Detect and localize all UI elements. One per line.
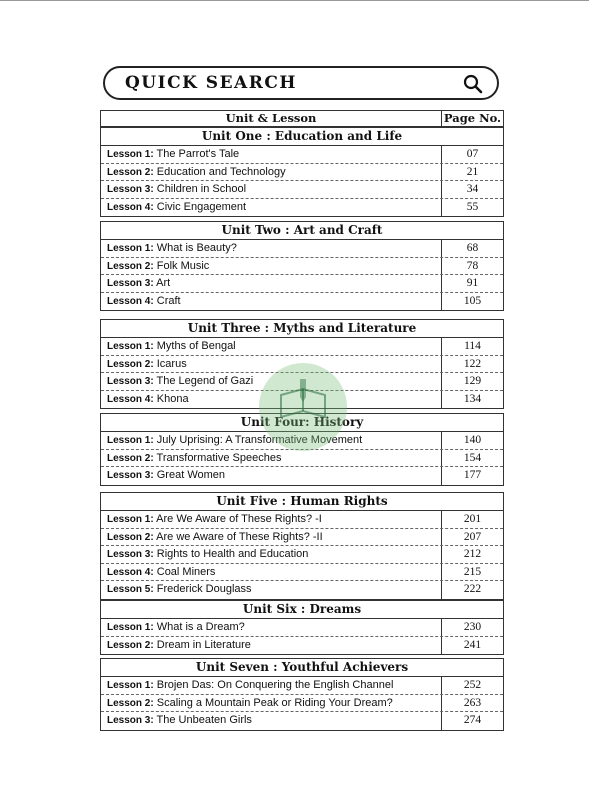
unit-title: Unit Two : Art and Craft (101, 222, 503, 240)
unit-table-six (100, 600, 504, 655)
lesson-title: Are We Aware of These Rights? -I (156, 513, 322, 525)
page-number: 263 (463, 696, 482, 709)
lesson-row[interactable] (101, 338, 503, 356)
lesson-row[interactable] (101, 240, 503, 258)
lesson-number: Lesson 1: (107, 622, 154, 633)
page-number: 134 (463, 392, 482, 405)
lesson-title: Craft (156, 294, 181, 307)
page-number: 78 (466, 259, 479, 272)
lesson-number: Lesson 4: (107, 566, 154, 578)
lesson-row[interactable] (101, 293, 503, 311)
lesson-row[interactable] (101, 181, 503, 199)
lesson-number: Lesson 1: (107, 435, 154, 446)
page-number: 215 (463, 565, 482, 578)
lesson-number: Lesson 3: (107, 470, 154, 481)
lesson-row[interactable] (101, 564, 503, 582)
top-rule (0, 0, 589, 1)
lesson-title: Great Women (156, 469, 226, 481)
unit-table-seven (100, 658, 504, 731)
lesson-number: Lesson 3: (107, 184, 154, 195)
lesson-number: Lesson 4: (107, 393, 154, 405)
page-number: 122 (463, 357, 482, 370)
lesson-number: Lesson 2: (107, 452, 154, 464)
unit-title: Unit Six : Dreams (101, 601, 503, 619)
page-number: 230 (463, 621, 482, 633)
lesson-number: Lesson 1: (107, 149, 154, 160)
lesson-title: Transformative Speeches (156, 451, 282, 464)
page-number: 274 (463, 714, 482, 726)
lesson-row[interactable] (101, 695, 503, 713)
lesson-row[interactable] (101, 450, 503, 468)
lesson-title: Icarus (156, 357, 187, 370)
lesson-number: Lesson 1: (107, 341, 154, 352)
lesson-title: Rights to Health and Education (156, 548, 309, 560)
lesson-row[interactable] (101, 529, 503, 547)
lesson-title: Coal Miners (156, 565, 216, 578)
lesson-title: Khona (156, 392, 189, 405)
page-no-heading: Page No. (443, 111, 502, 125)
unit-lesson-heading: Unit & Lesson (101, 111, 442, 126)
lesson-number: Lesson 2: (107, 358, 154, 370)
lesson-row[interactable] (101, 275, 503, 293)
unit-title: Unit Five : Human Rights (101, 493, 503, 511)
page-number: 154 (463, 451, 482, 464)
page-number: 212 (463, 548, 482, 560)
publisher-logo-watermark (259, 363, 347, 451)
unit-table-five (100, 492, 504, 600)
lesson-row[interactable] (101, 511, 503, 529)
page-number: 140 (463, 434, 482, 446)
lesson-number: Lesson 3: (107, 278, 154, 289)
page-number: 91 (466, 277, 479, 289)
lesson-row[interactable] (101, 619, 503, 637)
lesson-number: Lesson 2: (107, 260, 154, 272)
search-title: QUICK SEARCH (125, 73, 297, 93)
toc-header (100, 110, 504, 127)
unit-title: Unit Four: History (101, 414, 503, 432)
unit-title: Unit Seven : Youthful Achievers (101, 659, 503, 677)
lesson-row[interactable] (101, 712, 503, 730)
lesson-title: Dream in Literature (156, 638, 251, 651)
lesson-row[interactable] (101, 199, 503, 217)
page-number: 241 (463, 638, 482, 651)
lesson-number: Lesson 2: (107, 531, 154, 543)
lesson-title: Folk Music (156, 259, 210, 272)
page-number: 222 (463, 583, 482, 595)
page-number: 114 (464, 340, 481, 352)
page-number: 207 (463, 530, 482, 543)
search-icon[interactable] (463, 74, 483, 94)
lesson-number: Lesson 4: (107, 201, 154, 213)
lesson-number: Lesson 4: (107, 295, 154, 307)
lesson-title: Children in School (156, 183, 247, 195)
lesson-row[interactable] (101, 258, 503, 276)
lesson-number: Lesson 3: (107, 715, 154, 726)
lesson-number: Lesson 1: (107, 243, 154, 254)
lesson-title: What is a Dream? (156, 621, 245, 633)
lesson-number: Lesson 5: (107, 584, 154, 595)
page-number: 129 (463, 375, 482, 387)
quick-search-bar[interactable] (103, 66, 499, 100)
lesson-title: Civic Engagement (156, 200, 247, 213)
unit-title: Unit Three : Myths and Literature (101, 320, 503, 338)
lesson-number: Lesson 2: (107, 166, 154, 178)
page-number: 55 (466, 200, 479, 213)
lesson-number: Lesson 1: (107, 680, 154, 691)
lesson-title: The Parrot's Tale (156, 148, 240, 160)
lesson-title: The Unbeaten Girls (156, 714, 252, 726)
unit-title: Unit One : Education and Life (101, 128, 503, 146)
page-number: 68 (466, 242, 479, 254)
lesson-row[interactable] (101, 581, 503, 599)
lesson-title: July Uprising: A Transformative Movement (156, 434, 363, 446)
unit-table-two (100, 221, 504, 311)
lesson-row[interactable] (101, 677, 503, 695)
lesson-title: Myths of Bengal (156, 340, 236, 352)
lesson-row[interactable] (101, 467, 503, 485)
lesson-row[interactable] (101, 546, 503, 564)
book-pen-icon (277, 377, 329, 423)
lesson-title: The Legend of Gazi (156, 375, 254, 387)
lesson-number: Lesson 2: (107, 639, 154, 651)
page-number: 21 (466, 165, 479, 178)
lesson-row[interactable] (101, 637, 503, 655)
lesson-row[interactable] (101, 164, 503, 182)
page-number: 105 (463, 294, 482, 307)
page-number: 34 (466, 183, 479, 195)
lesson-title: Scaling a Mountain Peak or Riding Your Dream? (156, 696, 393, 709)
lesson-title: What is Beauty? (156, 242, 237, 254)
lesson-number: Lesson 1: (107, 514, 154, 525)
lesson-title: Brojen Das: On Conquering the English Channel (156, 679, 394, 691)
unit-table-one (100, 127, 504, 217)
page-number: 07 (466, 148, 479, 160)
page-number: 252 (463, 679, 482, 691)
lesson-number: Lesson 3: (107, 376, 154, 387)
page-number: 177 (463, 469, 482, 481)
lesson-title: Art (156, 277, 171, 289)
lesson-title: Are we Aware of These Rights? -II (156, 530, 323, 543)
lesson-number: Lesson 2: (107, 697, 154, 709)
page-number: 201 (463, 513, 482, 525)
lesson-title: Frederick Douglass (156, 583, 252, 595)
lesson-number: Lesson 3: (107, 549, 154, 560)
lesson-row[interactable] (101, 146, 503, 164)
lesson-title: Education and Technology (156, 165, 286, 178)
